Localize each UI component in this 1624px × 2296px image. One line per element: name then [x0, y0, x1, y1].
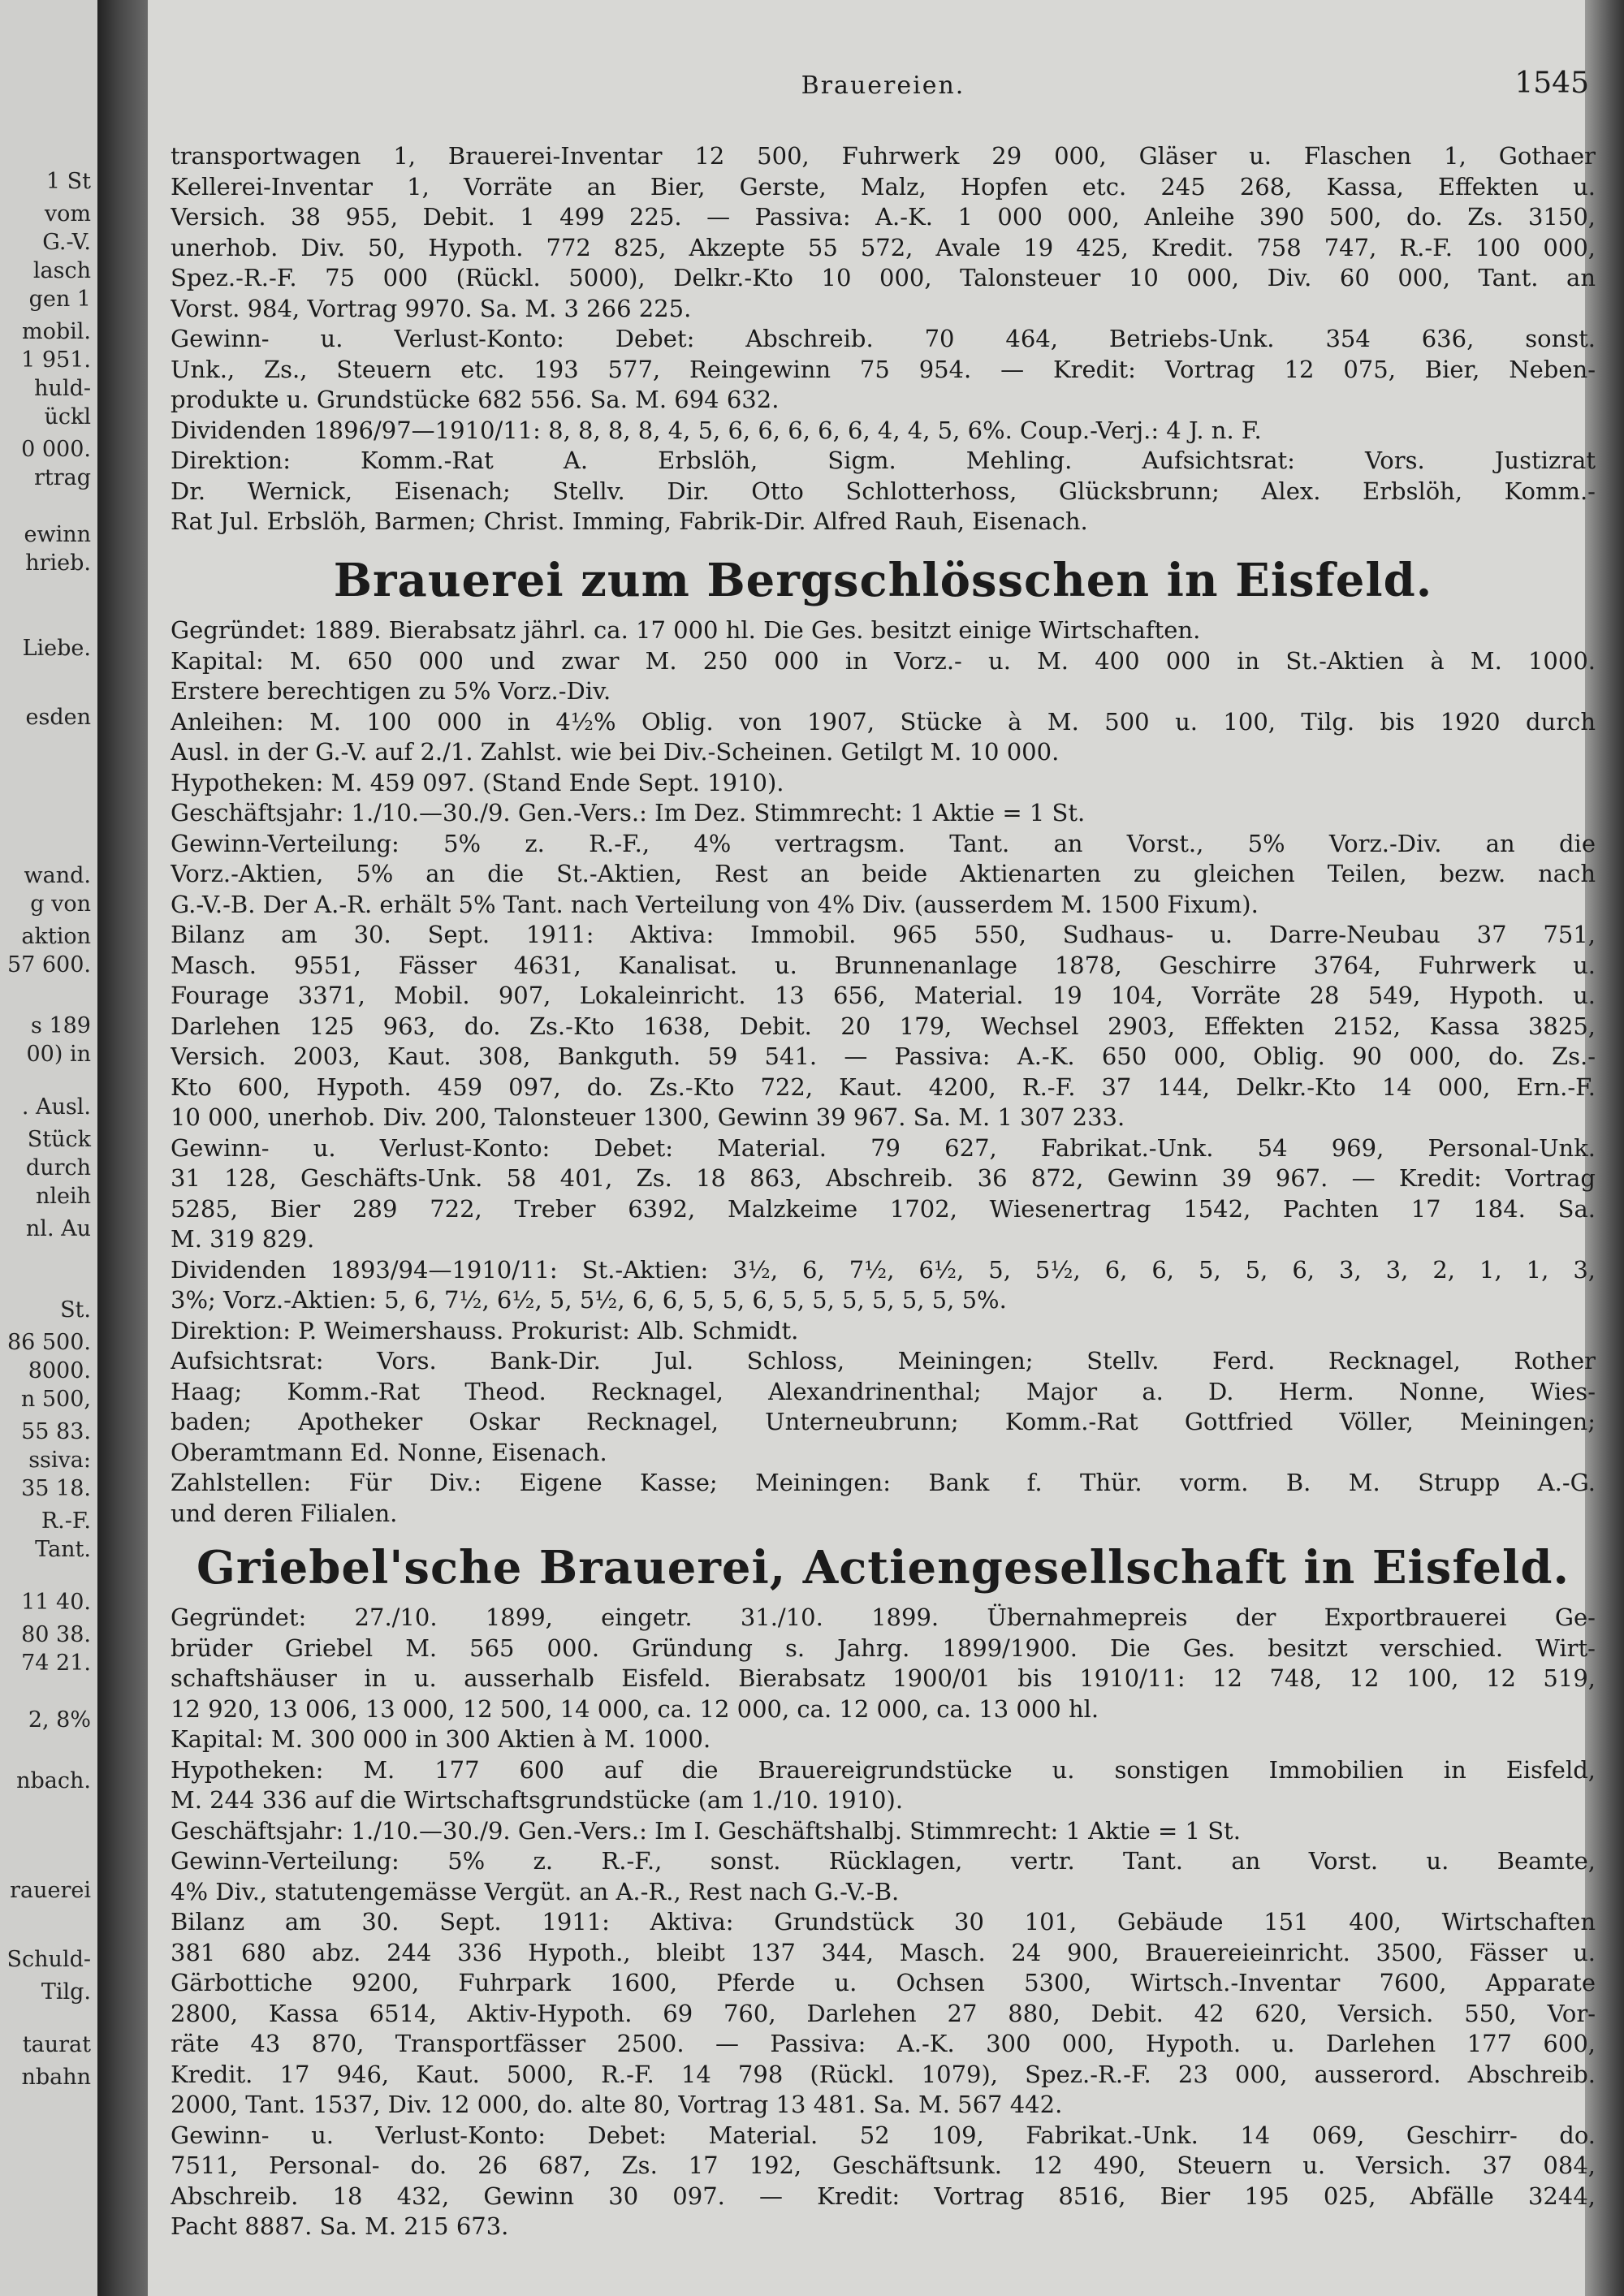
- left-page-text-fragment: gen 1: [28, 287, 91, 312]
- text-line: Kapital: M. 300 000 in 300 Aktien à M. 1000.: [171, 1725, 711, 1753]
- adjacent-page-fragment: [0, 0, 97, 2296]
- left-page-text-fragment: taurat: [22, 2032, 91, 2057]
- left-page-text-fragment: g von: [30, 891, 91, 917]
- section-title-bergschloesschen: Brauerei zum Bergschlösschen in Eisfeld.: [333, 554, 1433, 607]
- text-line: M. 319 829.: [171, 1225, 315, 1253]
- text-line: Dr. Wernick, Eisenach; Stellv. Dir. Otto Schlotterhoss, Glücksbrunn; Alex. Erbslöh, Komm.-: [171, 477, 1596, 505]
- text-line: Versich. 38 955, Debit. 1 499 225. — Passiva: A.-K. 1 000 000, Anleihe 390 500, do. Zs. 3150,: [171, 203, 1596, 231]
- text-line: Direktion: Komm.-Rat A. Erbslöh, Sigm. Mehling. Aufsichtsrat: Vors. Justizrat: [171, 447, 1596, 474]
- text-line: G.-V.-B. Der A.-R. erhält 5% Tant. nach Verteilung von 4% Div. (ausserdem M. 1500 Fixum).: [171, 890, 1259, 918]
- text-line: schaftshäuser in u. ausserhalb Eisfeld. Bierabsatz 1900/01 bis 1910/11: 12 748, 12 100, 12 519,: [171, 1664, 1596, 1692]
- text-line: Vorst. 984, Vortrag 9970. Sa. M. 3 266 225.: [171, 294, 692, 322]
- text-line: Masch. 9551, Fässer 4631, Kanalisat. u. Brunnenanlage 1878, Geschirre 3764, Fuhrwerk u.: [171, 951, 1596, 979]
- left-page-text-fragment: nbach.: [16, 1768, 91, 1793]
- left-page-text-fragment: mobil.: [22, 319, 91, 344]
- text-line: 31 128, Geschäfts-Unk. 58 401, Zs. 18 863, Abschreib. 36 872, Gewinn 39 967. — Kredit: Vortrag: [171, 1164, 1596, 1192]
- left-page-text-fragment: 0 000.: [21, 437, 91, 462]
- text-line: Kapital: M. 650 000 und zwar M. 250 000 in Vorz.- u. M. 400 000 in St.-Aktien à M. 1000.: [171, 646, 1596, 675]
- text-line: produkte u. Grundstücke 682 556. Sa. M. 694 632.: [171, 386, 780, 413]
- text-line: 2800, Kassa 6514, Aktiv-Hypoth. 69 760, Darlehen 27 880, Debit. 42 620, Versich. 550, Vor-: [171, 1999, 1596, 2027]
- text-line: räte 43 870, Transportfässer 2500. — Passiva: A.-K. 300 000, Hypoth. u. Darlehen 177 600,: [171, 2030, 1596, 2057]
- left-page-text-fragment: 2, 8%: [28, 1707, 91, 1733]
- left-page-text-fragment: 00) in: [26, 1042, 91, 1067]
- text-line: Rat Jul. Erbslöh, Barmen; Christ. Imming, Fabrik-Dir. Alfred Rauh, Eisenach.: [171, 507, 1088, 535]
- left-page-text-fragment: aktion: [21, 924, 91, 949]
- running-head: [171, 67, 1596, 107]
- book-gutter: [97, 0, 148, 2296]
- left-page-text-fragment: R.-F.: [41, 1508, 91, 1534]
- text-line: Direktion: P. Weimershauss. Prokurist: Alb. Schmidt.: [171, 1316, 799, 1344]
- text-line: Dividenden 1893/94—1910/11: St.-Aktien: 3½, 6, 7½, 6½, 5, 5½, 6, 6, 5, 5, 6, 3, 3, 2, 1, 1, 3,: [171, 1255, 1596, 1284]
- text-line: Erstere berechtigen zu 5% Vorz.-Div.: [171, 677, 611, 705]
- text-line: unerhob. Div. 50, Hypoth. 772 825, Akzepte 55 572, Avale 19 425, Kredit. 758 747, R.-F. 100 000,: [171, 233, 1596, 261]
- left-page-text-fragment: 74 21.: [21, 1651, 91, 1676]
- text-line: und deren Filialen.: [171, 1499, 398, 1527]
- text-line: Dividenden 1896/97—1910/11: 8, 8, 8, 8, 4, 5, 6, 6, 6, 6, 6, 4, 4, 5, 6%. Coup.-Verj.: 4 J. n. F.: [171, 416, 1262, 444]
- left-page-text-fragment: . Ausl.: [21, 1094, 91, 1120]
- text-line: Unk., Zs., Steuern etc. 193 577, Reingewinn 75 954. — Kredit: Vortrag 12 075, Bier, Neben-: [171, 355, 1596, 383]
- left-page-text-fragment: Schuld-: [6, 1947, 91, 1972]
- running-head-title: Brauereien.: [801, 71, 965, 100]
- left-page-text-fragment: ückl: [44, 404, 91, 429]
- left-page-text-fragment: vom: [44, 201, 91, 227]
- text-line: transportwagen 1, Brauerei-Inventar 12 500, Fuhrwerk 29 000, Gläser u. Flaschen 1, Gothaer: [171, 142, 1596, 170]
- text-line: Ausl. in der G.-V. auf 2./1. Zahlst. wie bei Div.-Scheinen. Getilgt M. 10 000.: [171, 738, 1060, 766]
- text-line: Hypotheken: M. 177 600 auf die Brauereigrundstücke u. sonstigen Immobilien in Eisfeld,: [171, 1755, 1596, 1784]
- left-page-text-fragment: 55 83.: [21, 1419, 91, 1444]
- left-page-text-fragment: lasch: [32, 258, 91, 283]
- text-line: Gewinn-Verteilung: 5% z. R.-F., sonst. Rücklagen, vertr. Tant. an Vorst. u. Beamte,: [171, 1847, 1596, 1875]
- text-line: 5285, Bier 289 722, Treber 6392, Malzkeime 1702, Wiesenertrag 1542, Pachten 17 184. Sa.: [171, 1194, 1596, 1223]
- left-page-text-fragment: Tant.: [35, 1537, 91, 1562]
- left-page-text-fragment: n 500,: [20, 1387, 91, 1412]
- text-line: Vorz.-Aktien, 5% an die St.-Aktien, Rest an beide Aktienarten zu gleichen Teilen, bezw. nach: [171, 860, 1596, 887]
- left-page-text-fragment: 35 18.: [21, 1476, 91, 1501]
- text-line: Abschreib. 18 432, Gewinn 30 097. — Kredit: Vortrag 8516, Bier 195 025, Abfälle 3244,: [171, 2182, 1596, 2210]
- left-page-text-fragment: esden: [25, 705, 91, 730]
- text-line: Bilanz am 30. Sept. 1911: Aktiva: Grundstück 30 101, Gebäude 151 400, Wirtschaften: [171, 1908, 1596, 1936]
- text-line: Aufsichtsrat: Vors. Bank-Dir. Jul. Schloss, Meiningen; Stellv. Ferd. Recknagel, Rother: [171, 1347, 1596, 1375]
- document-page: [148, 0, 1596, 2296]
- left-page-text-fragment: nl. Au: [25, 1216, 91, 1241]
- text-line: Haag; Komm.-Rat Theod. Recknagel, Alexandrinenthal; Major a. D. Herm. Nonne, Wies-: [171, 1377, 1596, 1405]
- text-line: Zahlstellen: Für Div.: Eigene Kasse; Meiningen: Bank f. Thür. vorm. B. M. Strupp A.-G.: [171, 1469, 1596, 1496]
- left-page-text-fragment: rauerei: [10, 1878, 91, 1903]
- left-page-text-fragment: durch: [25, 1155, 91, 1180]
- text-line: Gewinn-Verteilung: 5% z. R.-F., 4% vertragsm. Tant. an Vorst., 5% Vorz.-Div. an die: [171, 829, 1596, 857]
- page-number: 1545: [1514, 67, 1589, 100]
- text-line: Anleihen: M. 100 000 in 4½% Oblig. von 1907, Stücke à M. 500 u. 100, Tilg. bis 1920 durch: [171, 707, 1596, 736]
- text-line: 3%; Vorz.-Aktien: 5, 6, 7½, 6½, 5, 5½, 6, 6, 5, 5, 6, 5, 5, 5, 5, 5, 5, 5%.: [171, 1286, 1007, 1314]
- previous-entry-continuation: [171, 141, 1596, 537]
- left-page-text-fragment: rtrag: [33, 465, 91, 490]
- section-body-griebel: [171, 1603, 1596, 2242]
- left-page-text-fragment: Stück: [27, 1127, 91, 1152]
- text-line: Gewinn- u. Verlust-Konto: Debet: Material. 79 627, Fabrikat.-Unk. 54 969, Personal-Unk.: [171, 1133, 1596, 1162]
- text-line: Kredit. 17 946, Kaut. 5000, R.-F. 14 798 (Rückl. 1079), Spez.-R.-F. 23 000, ausserord. Abschreib.: [171, 2060, 1596, 2088]
- left-page-text-fragment: 86 500.: [6, 1330, 91, 1355]
- text-line: Bilanz am 30. Sept. 1911: Aktiva: Immobil. 965 550, Sudhaus- u. Darre-Neubau 37 751,: [171, 921, 1596, 948]
- left-page-text-fragment: St.: [60, 1297, 91, 1323]
- text-line: Geschäftsjahr: 1./10.—30./9. Gen.-Vers.: Im I. Geschäftshalbj. Stimmrecht: 1 Aktie = 1 St.: [171, 1816, 1241, 1845]
- left-page-text-fragment: ssiva:: [28, 1448, 91, 1473]
- text-line: Gewinn- u. Verlust-Konto: Debet: Material. 52 109, Fabrikat.-Unk. 14 069, Geschirr- do.: [171, 2121, 1596, 2149]
- text-line: Gärbottiche 9200, Fuhrpark 1600, Pferde u. Ochsen 5300, Wirtsch.-Inventar 7600, Apparate: [171, 1969, 1596, 1996]
- left-page-text-fragment: ewinn: [24, 522, 91, 547]
- text-line: 4% Div., statutengemässe Vergüt. an A.-R., Rest nach G.-V.-B.: [171, 1877, 900, 1905]
- left-page-text-fragment: 57 600.: [6, 952, 91, 978]
- text-line: Gewinn- u. Verlust-Konto: Debet: Abschreib. 70 464, Betriebs-Unk. 354 636, sonst.: [171, 325, 1596, 352]
- section-body-bergschloesschen: [171, 615, 1596, 1529]
- left-page-text-fragment: 1 St: [45, 169, 91, 194]
- left-page-text-fragment: nleih: [35, 1184, 91, 1209]
- left-page-text-fragment: nbahn: [21, 2065, 91, 2090]
- text-line: 381 680 abz. 244 336 Hypoth., bleibt 137 344, Masch. 24 900, Brauereieinricht. 3500, Fässer u.: [171, 1938, 1596, 1966]
- left-page-text-fragment: Liebe.: [22, 636, 91, 661]
- text-line: Hypotheken: M. 459 097. (Stand Ende Sept. 1910).: [171, 768, 784, 796]
- text-line: Geschäftsjahr: 1./10.—30./9. Gen.-Vers.: Im Dez. Stimmrecht: 1 Aktie = 1 St.: [171, 799, 1086, 826]
- left-page-text-fragment: s 189: [31, 1013, 91, 1038]
- text-line: Darlehen 125 963, do. Zs.-Kto 1638, Debit. 20 179, Wechsel 2903, Effekten 2152, Kassa 3825,: [171, 1012, 1596, 1040]
- text-line: Kellerei-Inventar 1, Vorräte an Bier, Gerste, Malz, Hopfen etc. 245 268, Kassa, Effekten u.: [171, 172, 1596, 201]
- text-line: 10 000, unerhob. Div. 200, Talonsteuer 1300, Gewinn 39 967. Sa. M. 1 307 233.: [171, 1103, 1125, 1131]
- text-line: Fourage 3371, Mobil. 907, Lokaleinricht. 13 656, Material. 19 104, Vorräte 28 549, Hypoth. u.: [171, 982, 1596, 1009]
- text-line: M. 244 336 auf die Wirtschaftsgrundstücke (am 1./10. 1910).: [171, 1786, 904, 1814]
- text-line: Oberamtmann Ed. Nonne, Eisenach.: [171, 1438, 607, 1466]
- text-line: 12 920, 13 006, 13 000, 12 500, 14 000, ca. 12 000, ca. 12 000, ca. 13 000 hl.: [171, 1694, 1099, 1723]
- left-page-text-fragment: 80 38.: [21, 1622, 91, 1647]
- left-page-text-fragment: G.-V.: [42, 230, 91, 255]
- left-page-text-fragment: 8000.: [28, 1358, 91, 1383]
- text-line: Gegründet: 27./10. 1899, eingetr. 31./10. 1899. Übernahmepreis der Exportbrauerei Ge-: [171, 1603, 1596, 1631]
- text-line: Gegründet: 1889. Bierabsatz jährl. ca. 17 000 hl. Die Ges. besitzt einige Wirtschaften.: [171, 616, 1201, 644]
- text-line: brüder Griebel M. 565 000. Gründung s. Jahrg. 1899/1900. Die Ges. besitzt verschied. Wirt-: [171, 1634, 1596, 1662]
- left-page-text-fragment: wand.: [24, 863, 91, 888]
- section-title-griebel: Griebel'sche Brauerei, Actiengesellschaft in Eisfeld.: [197, 1541, 1570, 1595]
- left-page-text-fragment: 11 40.: [21, 1590, 91, 1615]
- text-line: Pacht 8887. Sa. M. 215 673.: [171, 2212, 509, 2240]
- left-page-text-fragment: Tilg.: [41, 1979, 91, 2005]
- text-line: 2000, Tant. 1537, Div. 12 000, do. alte 80, Vortrag 13 481. Sa. M. 567 442.: [171, 2091, 1063, 2118]
- text-line: 7511, Personal- do. 26 687, Zs. 17 192, Geschäftsunk. 12 490, Steuern u. Versich. 37 084,: [171, 2151, 1596, 2179]
- text-line: Versich. 2003, Kaut. 308, Bankguth. 59 541. — Passiva: A.-K. 650 000, Oblig. 90 000, do. Zs.-: [171, 1042, 1596, 1070]
- left-page-text-fragment: 1 951.: [21, 347, 91, 373]
- text-line: baden; Apotheker Oskar Recknagel, Unterneubrunn; Komm.-Rat Gottfried Völler, Meiningen;: [171, 1408, 1596, 1435]
- left-page-text-fragment: hrieb.: [25, 550, 91, 576]
- text-line: Spez.-R.-F. 75 000 (Rückl. 5000), Delkr.-Kto 10 000, Talonsteuer 10 000, Div. 60 000, Tant. an: [171, 264, 1596, 291]
- left-page-text-fragment: huld-: [34, 376, 91, 401]
- text-line: Kto 600, Hypoth. 459 097, do. Zs.-Kto 722, Kaut. 4200, R.-F. 37 144, Delkr.-Kto 14 000, Ern.-F.: [171, 1072, 1596, 1101]
